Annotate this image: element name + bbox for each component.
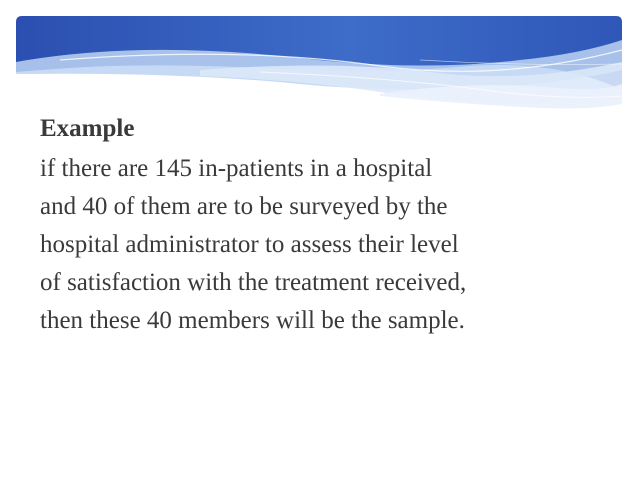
body-line: hospital administrator to assess their level: [40, 231, 459, 258]
body-paragraph: [40, 150, 610, 340]
slide-content: [40, 112, 610, 340]
body-line: and 40 of them are to be surveyed by the: [40, 193, 448, 220]
body-line: if there are 145 in-patients in a hospital: [40, 155, 433, 182]
slide-heading: Example: [40, 115, 135, 142]
body-line: then these 40 members will be the sample.: [40, 307, 465, 334]
header-wave-banner: [0, 0, 638, 120]
body-line: of satisfaction with the treatment received,: [40, 269, 467, 296]
